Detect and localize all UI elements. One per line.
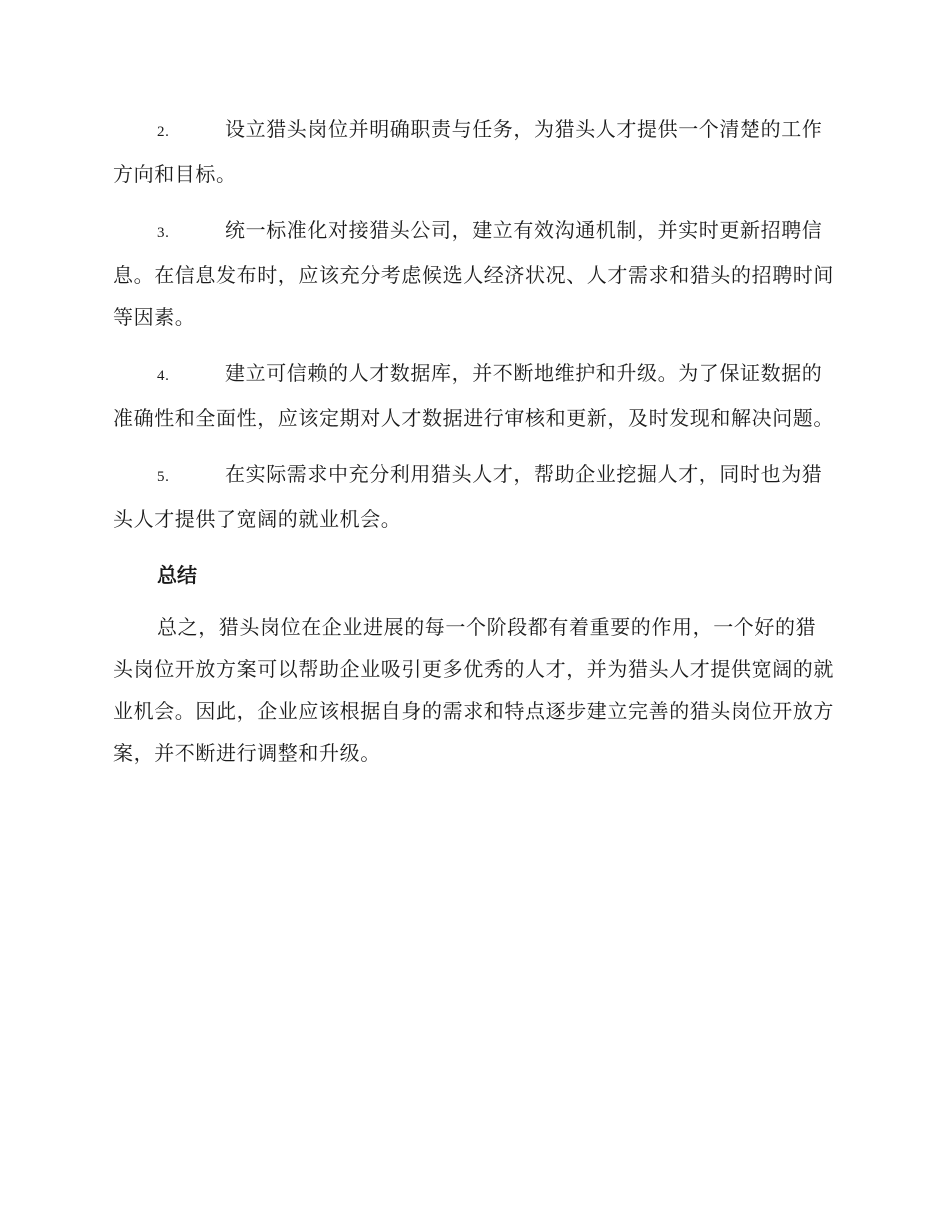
document-body bbox=[113, 108, 835, 774]
list-item-2 bbox=[113, 108, 835, 195]
list-item-4 bbox=[113, 352, 835, 439]
list-text: 统一标准化对接猎头公司，建立有效沟通机制，并实时更新招聘信息。在信息发布时，应该充分考虑候选人经济状况、人才需求和猎头的招聘时间等因素。 bbox=[113, 218, 834, 329]
list-number: 5. bbox=[157, 469, 170, 485]
list-text: 建立可信赖的人才数据库，并不断地维护和升级。为了保证数据的准确性和全面性，应该定期对人才数据进行审核和更新，及时发现和解决问题。 bbox=[113, 361, 834, 430]
list-item-3 bbox=[113, 209, 835, 338]
list-number: 4. bbox=[157, 368, 170, 384]
section-heading-summary: 总结 bbox=[157, 563, 197, 587]
summary-paragraph: 总之，猎头岗位在企业进展的每一个阶段都有着重要的作用，一个好的猎头岗位开放方案可以帮助企业吸引更多优秀的人才，并为猎头人才提供宽阔的就业机会。因此，企业应该根据自身的需求和特点逐步建立完善的猎头岗位开放方案，并不断进行调整和升级。 bbox=[113, 615, 834, 765]
list-text: 在实际需求中充分利用猎头人才，帮助企业挖掘人才，同时也为猎头人才提供了宽阔的就业机会。 bbox=[113, 462, 823, 531]
list-number: 3. bbox=[157, 225, 170, 241]
list-text: 设立猎头岗位并明确职责与任务，为猎头人才提供一个清楚的工作方向和目标。 bbox=[113, 117, 823, 186]
list-item-5 bbox=[113, 453, 835, 540]
list-number: 2. bbox=[157, 124, 170, 140]
